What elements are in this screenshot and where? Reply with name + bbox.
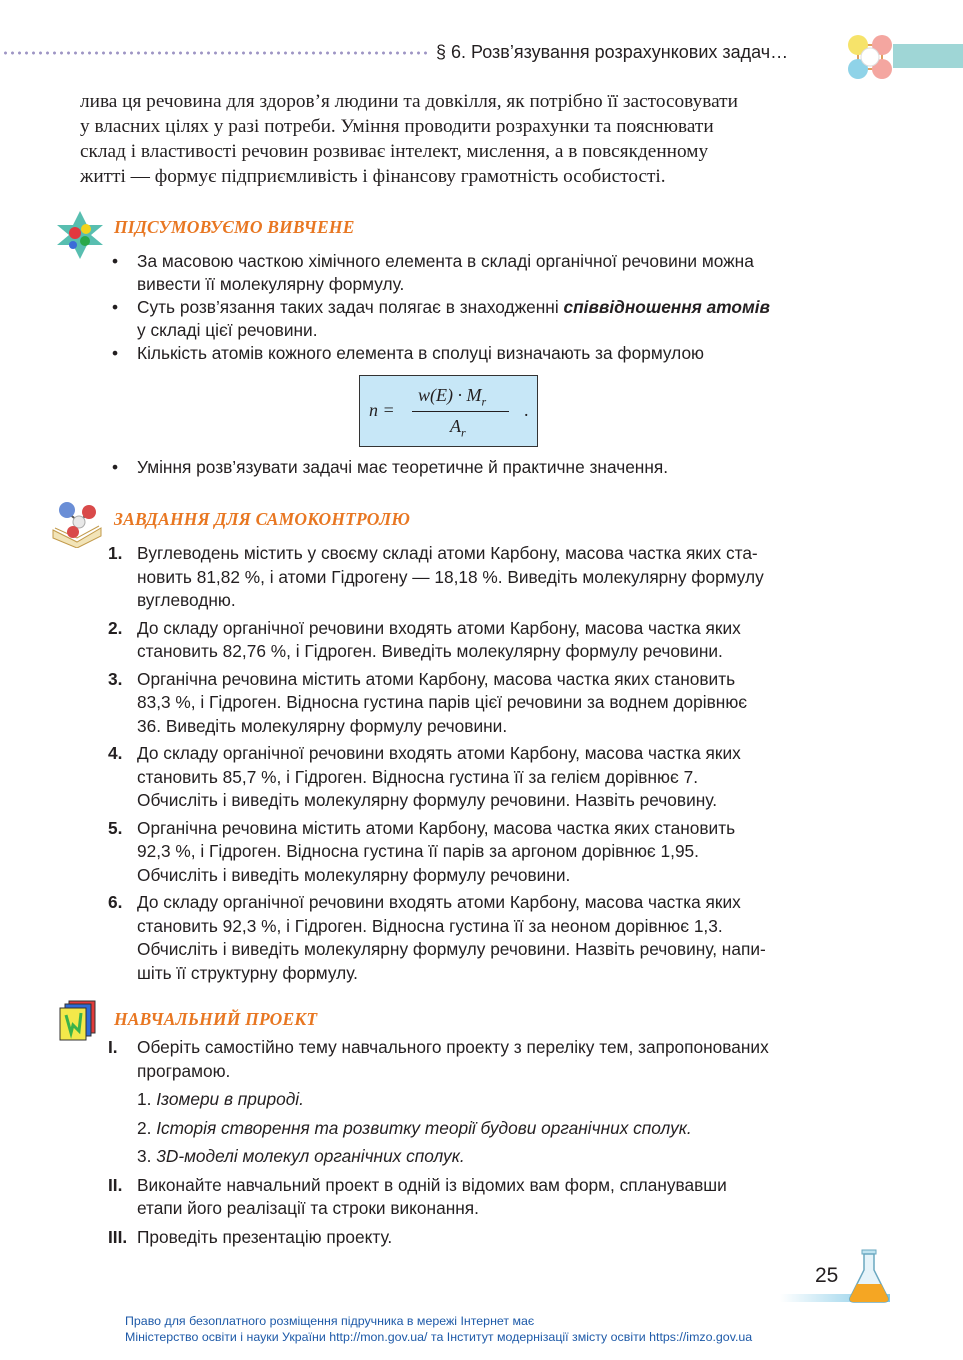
task-item — [108, 542, 845, 613]
intro-line: склад і властивості речовин розвиває інтелект, мислення, а в повсякденному — [80, 141, 709, 162]
list-item — [112, 250, 846, 296]
task-item — [108, 891, 845, 985]
project-item-number: II. — [108, 1174, 123, 1195]
molecule-hexagon-icon — [842, 28, 898, 86]
footer-line: Право для безоплатного розміщення підручника в мережі Інтернет має — [125, 1314, 535, 1328]
task-item — [108, 617, 845, 664]
page-number: 25 — [815, 1264, 839, 1287]
selfcheck-section-title: ЗАВДАННЯ ДЛЯ САМОКОНТРОЛЮ — [114, 509, 411, 529]
task-number: 4. — [108, 743, 123, 763]
molecule-book-icon — [49, 498, 105, 548]
project-cards-icon — [59, 999, 97, 1041]
task-line: 83,3 %, і Гідроген. Відносна густина парів цієї речовини за воднем дорівнює — [137, 692, 748, 712]
bullet-dot: • — [112, 343, 119, 363]
flask-icon — [846, 1248, 892, 1304]
project-line: Виконайте навчальний проект в одній із відомих вам форм, спланувавши — [137, 1174, 727, 1195]
fraction-bar — [412, 411, 509, 412]
project-item — [108, 1226, 845, 1250]
formula-end: . — [524, 400, 529, 420]
topic-text: 3D-моделі молекул органічних сполук. — [156, 1146, 465, 1166]
topic-number: 3. — [137, 1146, 152, 1166]
summary-bullets — [112, 250, 846, 365]
intro-line: лива ця речовина для здоров’я людини та довкілля, як потрібно її застосовувати — [80, 91, 738, 112]
task-line: Обчисліть і виведіть молекулярну формулу речовини. — [137, 864, 571, 885]
task-item — [108, 817, 845, 888]
intro-line: у власних цілях у разі потреби. Уміння проводити розрахунки та пояснювати — [80, 116, 714, 137]
bullet-text: Суть розв’язання таких задач полягає в знаходженні — [137, 297, 564, 317]
task-line: становить 92,3 %, і Гідроген. Відносна густина її за неоном дорівнює 1,3. — [137, 915, 723, 936]
denominator-subscript: r — [461, 425, 466, 440]
task-line: Обчисліть і виведіть молекулярну формулу речовини. Назвіть речовину. — [137, 790, 718, 810]
project-topic — [108, 1145, 845, 1169]
task-line: вуглеводню. — [137, 590, 236, 610]
formula-denominator — [450, 416, 466, 441]
task-line: становить 82,76 %, і Гідроген. Виведіть молекулярну формулу речовини. — [137, 641, 723, 661]
header-color-band — [893, 44, 963, 68]
intro-line: житті — формує підприємливість і фінансову грамотність особистості. — [80, 166, 666, 187]
task-number: 1. — [108, 543, 123, 563]
task-number: 5. — [108, 817, 123, 838]
task-line: До складу органічної речовини входять атоми Карбону, масова частка яких — [137, 892, 741, 912]
task-line: Органічна речовина містить атоми Карбону, масова частка яких становить — [137, 817, 736, 838]
project-item-number: III. — [108, 1226, 128, 1247]
formula-numerator — [418, 385, 486, 410]
list-item — [112, 342, 846, 365]
task-number: 6. — [108, 892, 123, 912]
bullet-line: За масовою часткою хімічного елемента в складі органічної речовини можна — [137, 251, 754, 271]
project-topic — [108, 1117, 845, 1141]
footer-note — [125, 1313, 855, 1345]
project-line: Оберіть самостійно тему навчального проекту з переліку тем, запропонованих — [137, 1037, 769, 1057]
denominator-text: A — [450, 416, 461, 436]
task-line: новить 81,82 %, і атоми Гідрогену — 18,18 %. Виведіть молекулярну формулу — [137, 566, 764, 587]
formula-box — [359, 375, 538, 447]
task-line: шіть її структурну формулу. — [137, 962, 358, 983]
project-line: Проведіть презентацію проекту. — [137, 1226, 393, 1247]
task-line: 36. Виведіть молекулярну формулу речовини. — [137, 715, 508, 736]
running-header-title: § 6. Розв’язування розрахункових задач… — [436, 42, 789, 62]
bullet-dot: • — [112, 457, 119, 477]
list-item — [112, 456, 846, 479]
project-item-number: I. — [108, 1037, 118, 1057]
task-line: Обчисліть і виведіть молекулярну формулу речовини. Назвіть речовину, напи- — [137, 939, 766, 959]
task-line: становить 85,7 %, і Гідроген. Відносна густина її за гелієм дорівнює 7. — [137, 766, 699, 787]
summary-section-title: ПІДСУМОВУЄМО ВИВЧЕНЕ — [114, 217, 355, 237]
project-line: програмою. — [137, 1060, 231, 1081]
task-line: Вуглеводень містить у своєму складі атоми Карбону, масова частка яких ста- — [137, 543, 758, 563]
project-item — [108, 1174, 845, 1221]
emphasis-text: співвідношення атомів — [563, 297, 770, 317]
task-item — [108, 668, 845, 739]
bullet-line: Кількість атомів кожного елемента в сполуці визначають за формулою — [137, 343, 705, 363]
topic-number: 1. — [137, 1089, 152, 1109]
task-line: До складу органічної речовини входять атоми Карбону, масова частка яких — [137, 743, 741, 763]
project-line: етапи його реалізації та строки виконання. — [137, 1198, 479, 1218]
project-item — [108, 1036, 845, 1083]
project-topic — [108, 1088, 845, 1112]
intro-paragraph — [80, 89, 844, 189]
task-item — [108, 742, 845, 813]
bullet-line: у складі цієї речовини. — [137, 320, 318, 340]
numerator-subscript: r — [481, 394, 487, 409]
task-number: 3. — [108, 668, 123, 689]
bullet-dot: • — [112, 251, 119, 271]
bullet-line: Уміння розв’язувати задачі має теоретичне й практичне значення. — [137, 457, 669, 477]
molecule-cross-icon — [55, 209, 105, 261]
summary-bullets-2 — [112, 456, 846, 479]
task-number: 2. — [108, 617, 123, 638]
bullet-line — [137, 296, 846, 319]
project-list — [108, 1036, 845, 1249]
task-line: Органічна речовина містить атоми Карбону, масова частка яких становить — [137, 668, 736, 689]
project-section-title: НАВЧАЛЬНИЙ ПРОЕКТ — [114, 1009, 318, 1029]
bullet-line: вивести її молекулярну формулу. — [137, 274, 405, 294]
list-item — [112, 296, 846, 342]
numerator-text: w(E) · M — [418, 385, 482, 405]
topic-text: Ізомери в природі. — [156, 1089, 304, 1109]
formula-lhs: n = — [369, 400, 395, 420]
selfcheck-task-list — [108, 542, 845, 989]
header-dotted-line — [2, 51, 427, 55]
bullet-dot: • — [112, 297, 119, 317]
task-line: 92,3 %, і Гідроген. Відносна густина її парів за аргоном дорівнює 1,95. — [137, 841, 699, 861]
task-line: До складу органічної речовини входять атоми Карбону, масова частка яких — [137, 617, 741, 638]
footer-line: Міністерство освіти і науки України http://mon.gov.ua/ та Інститут модернізації змісту освіти https://imzo.gov.ua — [125, 1330, 753, 1344]
topic-number: 2. — [137, 1117, 152, 1138]
topic-text: Історія створення та розвитку теорії будови органічних сполук. — [156, 1117, 692, 1138]
